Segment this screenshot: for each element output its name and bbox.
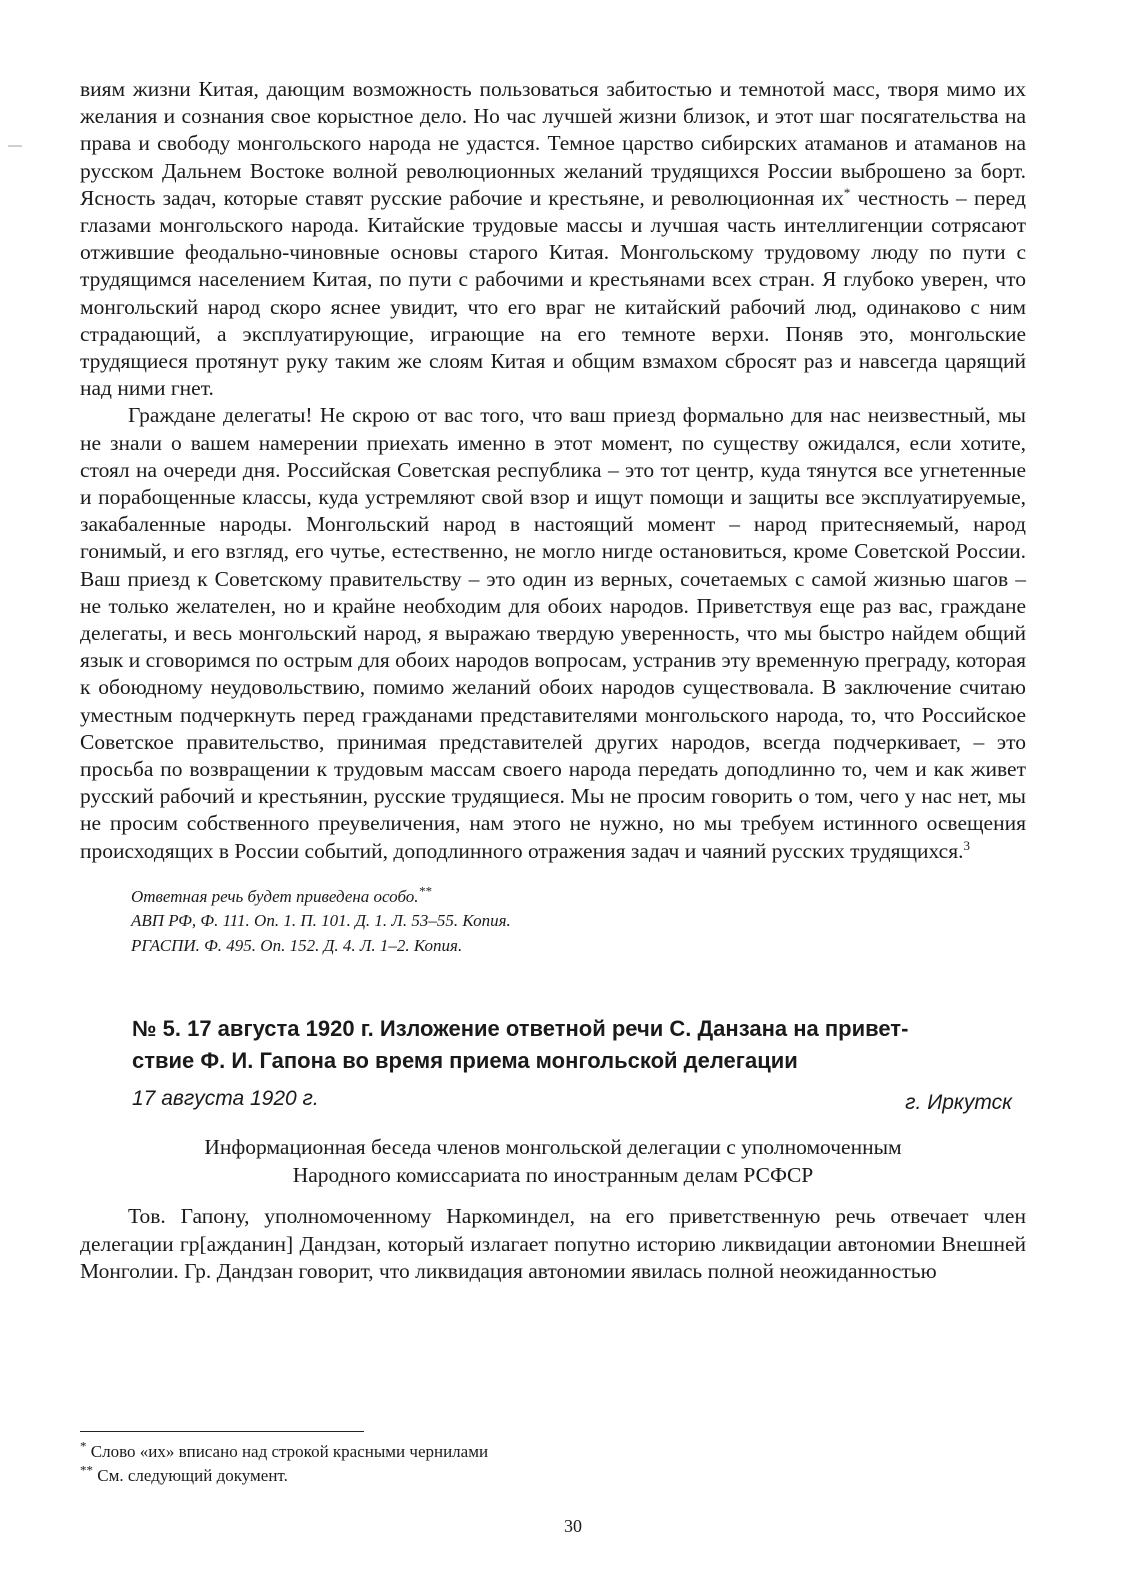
paragraph-delegates: Граждане делегаты! Не скрою от вас того, что ваш приезд формально для нас неизвестный, мы не знали о вашем намерении приехать именно в этот момент, по существу ожидался, если хотите, стоял на очереди дня. Российская Советская республика – это тот центр, куда тянутся все угнетенные и порабощенные классы, куда устремляют свой взор и ищут помощи и защиты все эксплуатируемые, закабаленные народы. Монгольский народ в настоящий момент – народ притесняемый, народ гонимый, и его взгляд, его чутье, естественно, не могло нигде остановиться, кроме Советской России. Ваш приезд к Советскому правительству – это один из верных, сочетаемых с самой жизнью шагов – не только желателен, но и крайне необходим для обоих народов. Приветствуя еще раз вас, граждане делегаты, и весь монгольский народ, я выражаю твердую уверенность, что мы быстро найдем общий язык и сговоримся по острым для обоих народов вопросам, устранив эту временную преграду, которая к обоюдному неудовольствию, помимо желаний обоих народов существовала. В заключение считаю уместным подчеркнуть перед гражданами представителями монгольского народа, то, что Российское Советское правительство, принимая представителей других народов, всегда подчеркивает, – это просьба по возвращении к трудовым массам своего народа передать доподлинно то, чем и как живет русский рабочий и крестьянин, русские трудящиеся. Мы не просим говорить о том, чего у нас нет, мы не просим собственного преувеличения, нам этого не нужно, но мы требуем истинного освещения происходящих в России событий, доподлинного отражения задач и чаяний русских трудящихся.$^3$ (80, 403, 1026, 863)
document-heading: № 5. 17 августа 1920 г. Изложение ответной речи С. Данзана на привет- ствие Ф. И. Гапона во время приема монгольской делегации (132, 1016, 909, 1074)
footnote: ** См. следующий документ. (80, 1462, 288, 1485)
reference-marker: 3 (963, 837, 970, 853)
document-text: Тов. Гапону, уполномоченному Наркоминдел, на его приветственную речь отвечает член делегации гр[ажданин] Дандзан, который излагает попутно историю ликвидации автономии Внешней Монголии. Гр. Дандзан говорит, что ликвидация автономии явилась полной неожиданностью (80, 1204, 1026, 1283)
document-date: 17 августа 1920 г. (132, 1087, 319, 1111)
footnote: * Слово «их» вписано над строкой красными чернилами (80, 1438, 489, 1461)
footnote-divider (80, 1431, 364, 1432)
document-dateline (80, 1085, 1026, 1117)
document-title: Информационная беседа членов монгольской делегации с уполномоченным Народного комиссариата по иностранным делам РСФСР (204, 1135, 902, 1188)
archive-ref: АВП РФ, Ф. 111. Оп. 1. П. 101. Д. 1. Л. 53–55. Копия. (131, 911, 511, 931)
document-place: г. Иркутск (905, 1091, 1012, 1115)
footnote-marker: * (843, 184, 851, 200)
footnotes (80, 1440, 488, 1488)
page-content (80, 76, 1026, 1285)
archive-note: Ответная речь будет приведена особо.** (131, 883, 432, 906)
page-number: 30 (564, 1516, 582, 1536)
archive-ref: РГАСПИ. Ф. 495. Оп. 152. Д. 4. Л. 1–2. Копия. (131, 935, 463, 955)
paragraph-continued: виям жизни Китая, дающим возможность пользоваться забитостью и темнотой масс, творя мимо их желания и сознания свое корыстное дело. Но час лучшей жизни близок, и этот шаг посягательства на права и свободу монгольского народа не удастся. Темное царство сибирских атаманов и атаманов на русском Дальнем Востоке волной революционных желаний трудящихся России выброшено за борт. Ясность задач, которые ставят русские рабочие и крестьяне, и революционная их* честность – перед глазами монгольского народа. Китайские трудовые массы и лучшая часть интеллигенции сотрясают отжившие феодально-чиновные основы старого Китая. Монгольскому трудовому люду по пути с трудящимся населением Китая, по пути с рабочими и крестьянами всех стран. Я глубоко уверен, что монгольский народ скоро яснее увидит, что его враг не китайский рабочий люд, одинаково с ним страдающий, а эксплуатирующие, играющие на его темноте верхи. Поняв это, монгольские трудящиеся протянут руку таким же слоям Китая и общим взмахом сбросят раз и навсегда царящий над ними гнет. (80, 77, 1026, 401)
scan-mark (8, 145, 22, 147)
archive-references (131, 885, 1026, 959)
